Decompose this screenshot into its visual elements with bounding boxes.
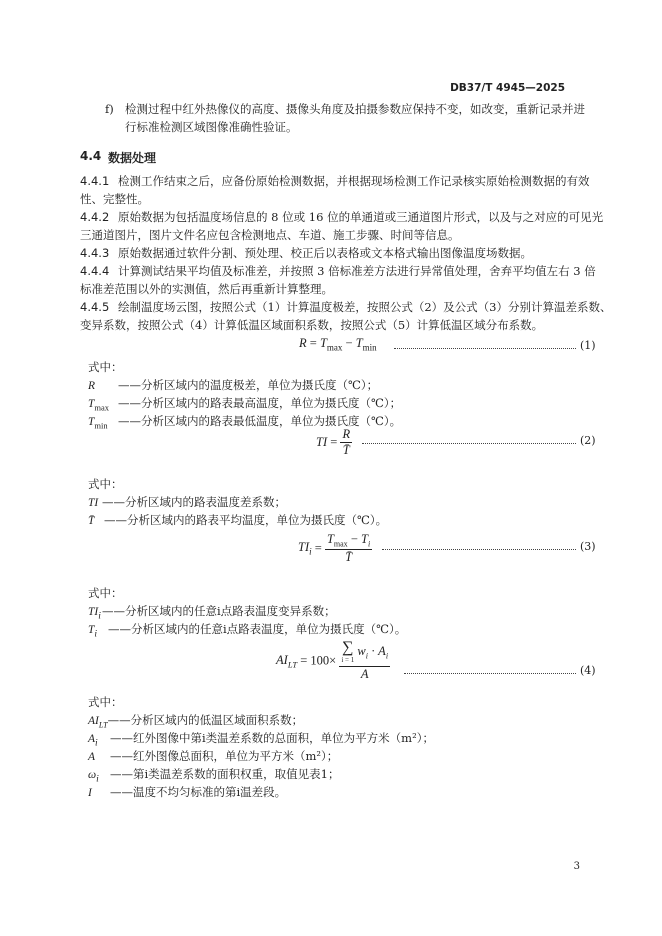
leader-dots bbox=[382, 549, 576, 550]
clause-text: 原始数据为包括温度场信息的 8 位或 16 位的单通道或三通道图片形式，以及与之对应的可见光 bbox=[118, 210, 604, 224]
clause-number: 4.4.2 bbox=[80, 210, 110, 224]
clause-text: 变异系数，按照公式（4）计算低温区域面积系数，按照公式（5）计算低温区域分布系数。 bbox=[80, 318, 544, 332]
section-title: 数据处理 bbox=[108, 151, 157, 165]
formula-number: (2) bbox=[580, 434, 596, 447]
formula-number: (4) bbox=[580, 664, 596, 677]
definition-row: $AI_{LT}——$分析区域内的低温区域面积系数； bbox=[88, 713, 304, 730]
formula-4: $AI_{LT} = 100\times$ ∑ i = 1 $w_i \cdot A_i$ A bbox=[276, 639, 389, 681]
leader-dots bbox=[394, 348, 576, 349]
definition-row: $\omega_i$ ——第i类温差系数的面积权重，取值见表1； bbox=[88, 767, 340, 785]
definition-row: $TI_i——$分析区域内的任意i点路表温度变异系数； bbox=[88, 604, 336, 622]
definition-row: $T_{max}$ ——分析区域内的路表最高温度，单位为摄氏度（℃）； bbox=[88, 396, 402, 413]
section-number: 4.4 bbox=[80, 149, 102, 163]
where-label: 式中： bbox=[88, 360, 123, 374]
formula-number: (3) bbox=[580, 540, 596, 553]
leader-dots bbox=[404, 673, 576, 674]
clause-text: 标准差范围以外的实测值，然后再重新计算整理。 bbox=[80, 282, 333, 296]
definition-row: TI ——分析区域内的路表温度差系数； bbox=[88, 495, 286, 509]
clause-number: 4.4.1 bbox=[80, 174, 110, 188]
clause-text: 检测工作结束之后，应备份原始检测数据，并根据现场检测工作记录核实原始检测数据的有效 bbox=[118, 174, 590, 188]
page-number: 3 bbox=[573, 861, 580, 872]
definition-row: $T_{min}$ ——分析区域内的路表最低温度，单位为摄氏度（℃）。 bbox=[88, 414, 402, 431]
clause-number: 4.4.4 bbox=[80, 264, 110, 278]
definition-row: $T_i$ ——分析区域内的任意i点路表温度，单位为摄氏度（℃）。 bbox=[88, 622, 407, 640]
leader-dots bbox=[362, 443, 576, 444]
formula-2: TI = $\frac{R}{T̄}$ bbox=[316, 427, 351, 457]
definition-row: I ——温度不均匀标准的第i温差段。 bbox=[88, 785, 287, 799]
definition-row: R ——分析区域内的温度极差，单位为摄氏度（℃）； bbox=[88, 378, 379, 392]
clause-text: 性、完整性。 bbox=[80, 192, 149, 206]
clause-text: 三通道图片，图片文件名应包含检测地点、车道、施工步骤、时间等信息。 bbox=[80, 228, 460, 242]
formula-3: $TI_i$ = $\frac{T_{max} - T_i}{T̄}$ bbox=[298, 532, 371, 564]
definition-row: $A_i$ ——红外图像中第i类温差系数的总面积，单位为平方米（m²）； bbox=[88, 731, 434, 749]
item-f-label: f) bbox=[105, 102, 114, 116]
clause-text: 绘制温度场云图，按照公式（1）计算温度极差，按照公式（2）及公式（3）分别计算温差系数、 bbox=[118, 300, 612, 314]
clause-number: 4.4.3 bbox=[80, 246, 110, 260]
item-f-line1: 检测过程中红外热像仪的高度、摄像头角度及拍摄参数应保持不变，如改变，重新记录并进 bbox=[125, 102, 585, 116]
clause-number: 4.4.5 bbox=[80, 300, 110, 314]
where-label: 式中： bbox=[88, 695, 123, 709]
where-label: 式中： bbox=[88, 477, 123, 491]
clause-text: 计算测试结果平均值及标准差，并按照 3 倍标准差方法进行异常值处理，舍弃平均值左右 3 倍 bbox=[118, 264, 596, 278]
item-f-line2: 行标准检测区域图像准确性验证。 bbox=[125, 120, 298, 134]
formula-1: $R = T_{max} - T_{min}$ bbox=[299, 336, 377, 353]
definition-row: T̄ ——分析区域内的路表平均温度，单位为摄氏度（℃）。 bbox=[88, 513, 388, 527]
clause-text: 原始数据通过软件分割、预处理、校正后以表格或文本格式输出图像温度场数据。 bbox=[118, 246, 532, 260]
definition-row: A ——红外图像总面积，单位为平方米（m²）； bbox=[88, 749, 339, 763]
where-label: 式中： bbox=[88, 586, 123, 600]
formula-number: (1) bbox=[580, 339, 596, 352]
document-id: DB37/T 4945—2025 bbox=[450, 82, 565, 94]
